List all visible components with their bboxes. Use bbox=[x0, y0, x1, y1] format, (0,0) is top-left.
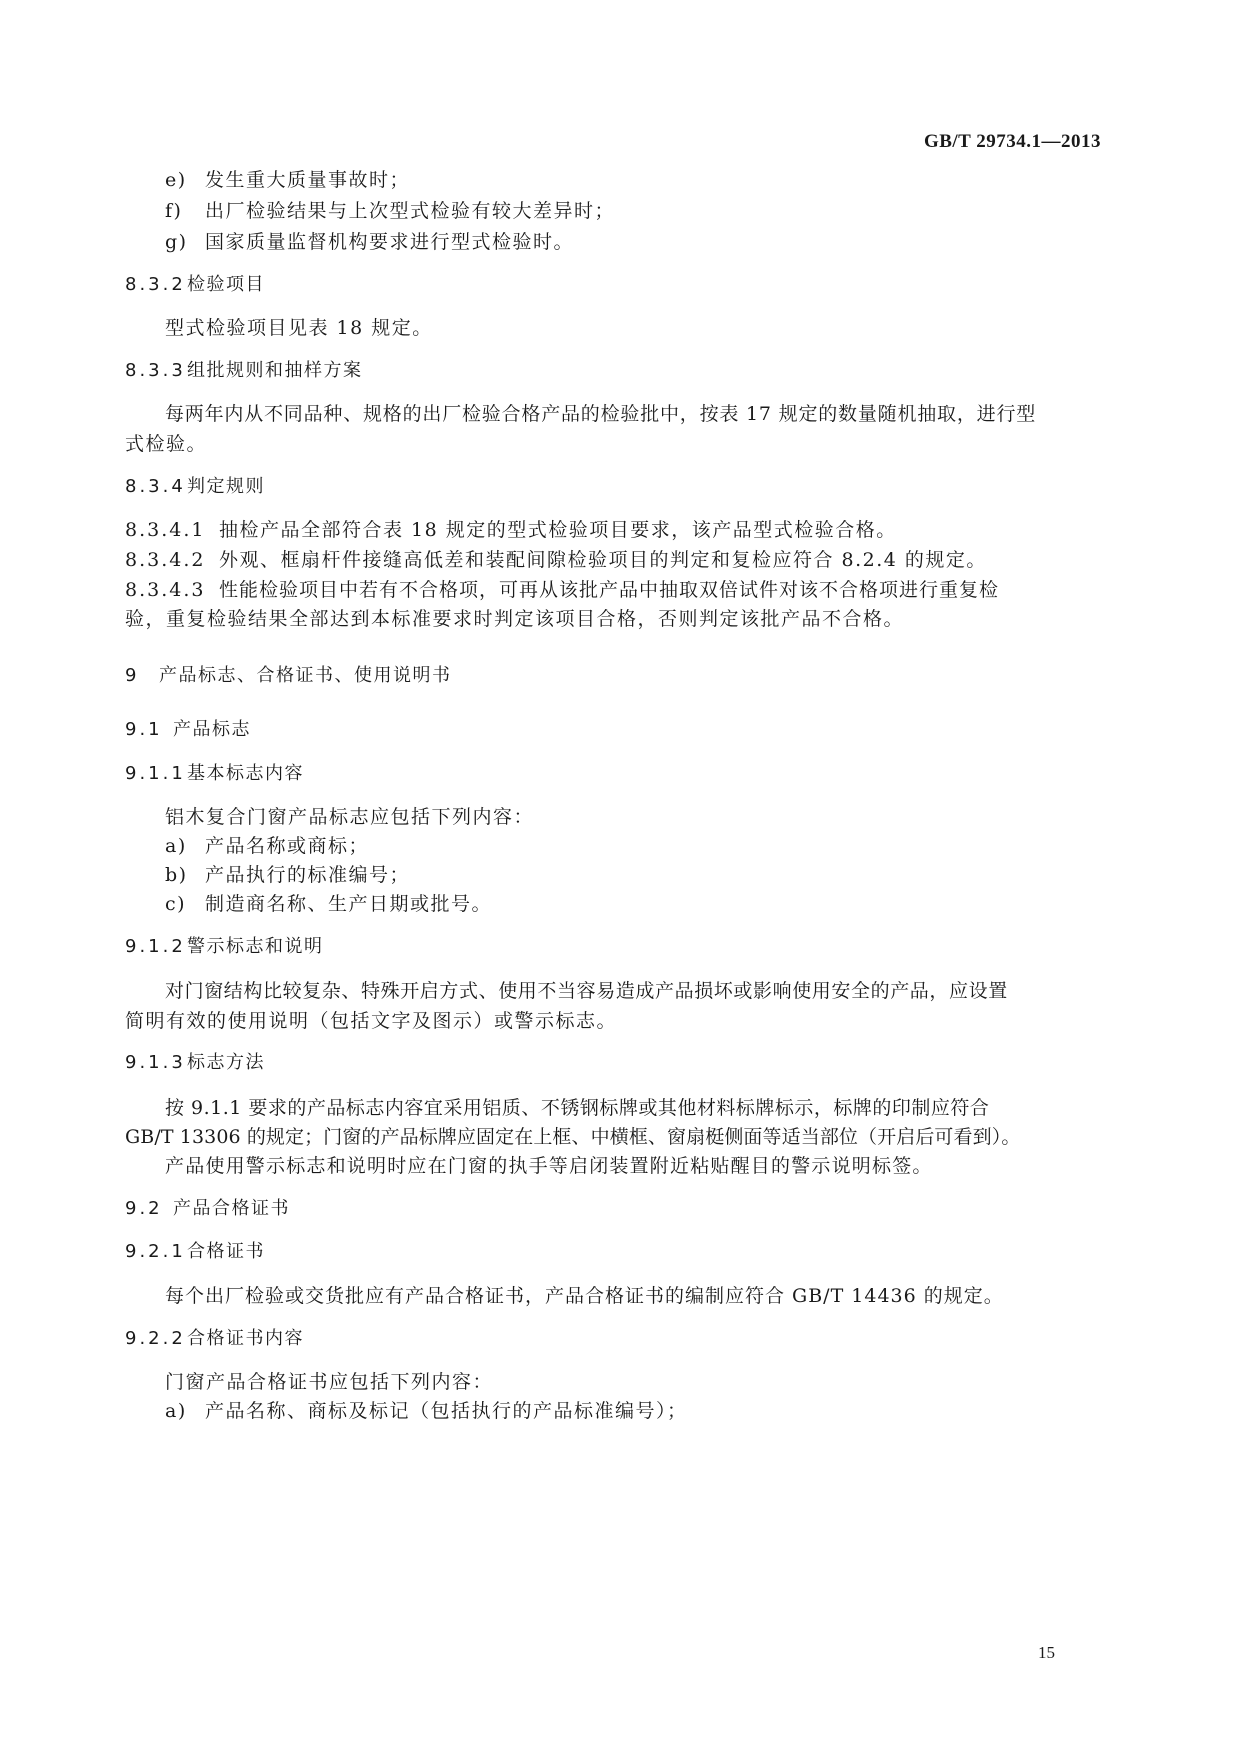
clause-number: 8.3.4.2 bbox=[125, 549, 206, 571]
heading-title: 组批规则和抽样方案 bbox=[187, 360, 363, 381]
heading-number: 9 bbox=[125, 665, 140, 686]
heading-number: 9.1.2 bbox=[125, 936, 186, 957]
clause-text-continued: 验，重复检验结果全部达到本标准要求时判定该项目合格，否则判定该批产品不合格。 bbox=[125, 608, 905, 630]
list-item-a bbox=[165, 834, 369, 858]
heading-title: 基本标志内容 bbox=[187, 763, 304, 784]
heading-9-2-1 bbox=[125, 1240, 265, 1264]
heading-title: 检验项目 bbox=[187, 274, 265, 295]
clause-number: 8.3.4.3 bbox=[125, 579, 206, 601]
heading-9-1 bbox=[125, 718, 251, 742]
paragraph: 每个出厂检验或交货批应有产品合格证书，产品合格证书的编制应符合 GB/T 14436 的规定。 bbox=[165, 1285, 1004, 1307]
heading-9-2 bbox=[125, 1197, 290, 1221]
heading-number: 9.1 bbox=[125, 719, 163, 740]
list-item-c bbox=[165, 892, 492, 916]
heading-number: 9.2.2 bbox=[125, 1328, 186, 1349]
heading-9-1-2 bbox=[125, 935, 324, 959]
standard-code: GB/T 29734.1—2013 bbox=[923, 131, 1101, 152]
heading-title: 警示标志和说明 bbox=[187, 936, 324, 957]
list-text: 产品名称、商标及标记（包括执行的产品标准编号）； bbox=[205, 1400, 688, 1422]
heading-8-3-4 bbox=[125, 475, 265, 499]
paragraph-line: 每两年内从不同品种、规格的出厂检验合格产品的检验批中，按表 17 规定的数量随机抽取，进行型 bbox=[165, 403, 1037, 425]
heading-8-3-2 bbox=[125, 273, 265, 297]
heading-9-2-2 bbox=[125, 1327, 304, 1351]
paragraph-line: 对门窗结构比较复杂、特殊开启方式、使用不当容易造成产品损坏或影响使用安全的产品，应设置 bbox=[165, 980, 1008, 1002]
clause-text: 抽检产品全部符合表 18 规定的型式检验项目要求，该产品型式检验合格。 bbox=[219, 519, 897, 541]
list-marker: c) bbox=[165, 893, 187, 915]
clause-8-3-4-2 bbox=[125, 548, 987, 572]
heading-9-1-3 bbox=[125, 1051, 265, 1075]
page-number: 15 bbox=[1038, 1643, 1055, 1662]
heading-number: 9.2 bbox=[125, 1198, 163, 1219]
heading-9 bbox=[125, 664, 452, 688]
list-text: 出厂检验结果与上次型式检验有较大差异时； bbox=[205, 200, 616, 222]
heading-title: 产品合格证书 bbox=[173, 1198, 290, 1219]
clause-number: 8.3.4.1 bbox=[125, 519, 206, 541]
list-text: 国家质量监督机构要求进行型式检验时。 bbox=[205, 231, 575, 253]
paragraph-line: 简明有效的使用说明（包括文字及图示）或警示标志。 bbox=[125, 1010, 618, 1032]
heading-number: 8.3.4 bbox=[125, 476, 186, 497]
list-marker: b) bbox=[165, 864, 188, 886]
heading-number: 9.1.1 bbox=[125, 763, 186, 784]
paragraph: 门窗产品合格证书应包括下列内容： bbox=[165, 1371, 494, 1393]
paragraph-line: GB/T 13306 的规定；门窗的产品标牌应固定在上框、中横框、窗扇梃侧面等适当部位（开启后可看到）。 bbox=[125, 1126, 1021, 1148]
heading-title: 产品标志 bbox=[173, 719, 251, 740]
list-text: 制造商名称、生产日期或批号。 bbox=[205, 893, 493, 915]
heading-9-1-1 bbox=[125, 762, 304, 786]
paragraph: 型式检验项目见表 18 规定。 bbox=[165, 317, 433, 339]
list-marker: f) bbox=[165, 200, 183, 222]
paragraph: 铝木复合门窗产品标志应包括下列内容： bbox=[165, 806, 535, 828]
heading-title: 合格证书内容 bbox=[187, 1328, 304, 1349]
heading-title: 标志方法 bbox=[187, 1052, 265, 1073]
list-text: 产品名称或商标； bbox=[205, 835, 370, 857]
paragraph-line: 产品使用警示标志和说明时应在门窗的执手等启闭装置附近粘贴醒目的警示说明标签。 bbox=[165, 1155, 933, 1177]
list-marker: a) bbox=[165, 835, 187, 857]
heading-number: 8.3.3 bbox=[125, 360, 186, 381]
list-text: 发生重大质量事故时； bbox=[205, 169, 411, 191]
heading-title: 合格证书 bbox=[187, 1241, 265, 1262]
heading-8-3-3 bbox=[125, 359, 363, 383]
heading-title: 产品标志、合格证书、使用说明书 bbox=[159, 665, 452, 686]
list-item-b bbox=[165, 863, 410, 887]
list-marker: g) bbox=[165, 231, 188, 253]
heading-number: 9.1.3 bbox=[125, 1052, 186, 1073]
heading-number: 9.2.1 bbox=[125, 1241, 186, 1262]
clause-text: 性能检验项目中若有不合格项，可再从该批产品中抽取双倍试件对该不合格项进行重复检 bbox=[219, 579, 1000, 601]
paragraph-line: 式检验。 bbox=[125, 433, 208, 455]
list-item-e bbox=[165, 168, 410, 192]
heading-number: 8.3.2 bbox=[125, 274, 186, 295]
clause-8-3-4-3 bbox=[125, 578, 999, 602]
list-marker: e) bbox=[165, 169, 187, 191]
clause-8-3-4-1 bbox=[125, 518, 897, 542]
list-item-g bbox=[165, 230, 574, 254]
paragraph-line: 按 9.1.1 要求的产品标志内容宜采用铝质、不锈钢标牌或其他材料标牌标示，标牌的印制应符合 bbox=[165, 1097, 990, 1119]
list-marker: a) bbox=[165, 1400, 187, 1422]
clause-text: 外观、框扇杆件接缝高低差和装配间隙检验项目的判定和复检应符合 8.2.4 的规定。 bbox=[219, 549, 987, 571]
list-text: 产品执行的标准编号； bbox=[205, 864, 411, 886]
heading-title: 判定规则 bbox=[187, 476, 265, 497]
list-item-a bbox=[165, 1399, 688, 1423]
list-item-f bbox=[165, 199, 615, 223]
